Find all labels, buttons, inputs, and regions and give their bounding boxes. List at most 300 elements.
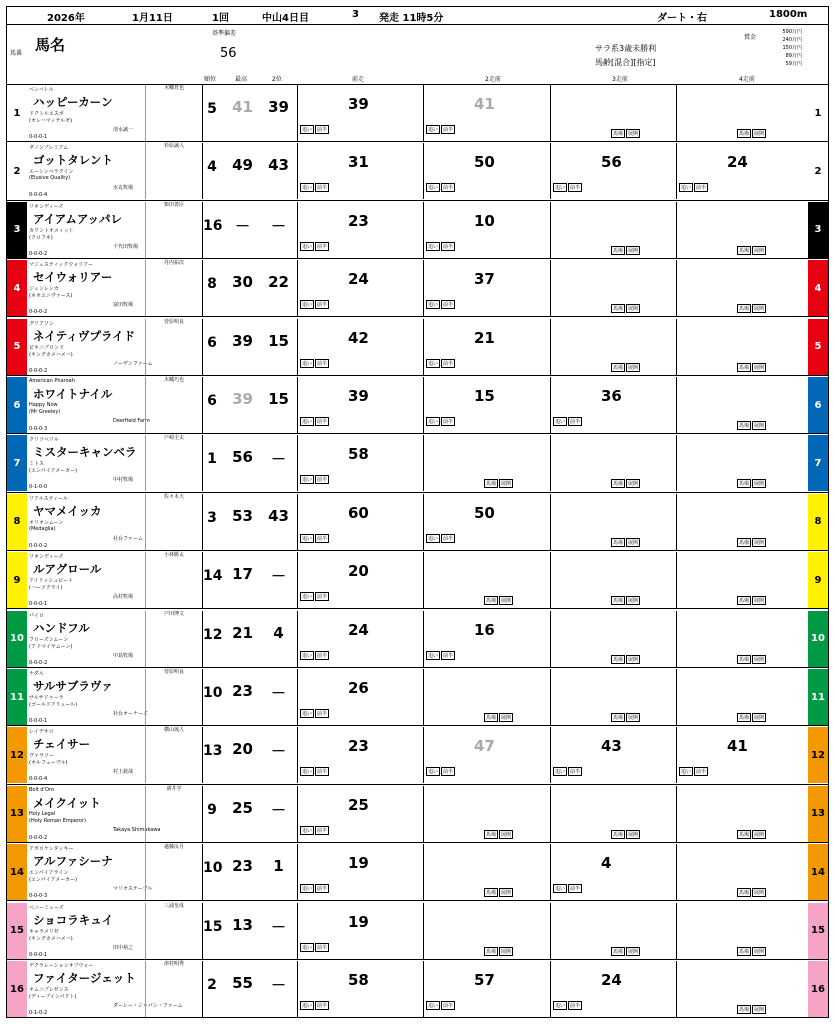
tag-label: 展開 — [754, 715, 765, 721]
best-score: 23 — [232, 857, 253, 876]
sire-name: グリアソン — [29, 320, 55, 327]
rank-label: 順位 — [204, 76, 217, 83]
past-score: 36 — [601, 387, 622, 405]
owner-name: 富田牧場 — [113, 302, 134, 309]
tag-label: 馬場 — [739, 715, 750, 721]
jockey-block — [145, 435, 202, 491]
race-record: 0-0-0-2 — [29, 250, 48, 257]
umaban-right: 14 — [808, 844, 828, 900]
track: ダート・右 — [657, 13, 707, 24]
second-score: － — [270, 216, 286, 235]
past-race-4 — [676, 260, 804, 316]
horse-info — [27, 727, 203, 783]
sire-name: ベニーミューズ — [29, 904, 64, 911]
tag-label: 馬場 — [739, 306, 750, 313]
empty-tags — [737, 246, 766, 255]
race-record: 0-0-0-4 — [29, 776, 48, 783]
past-tags — [553, 884, 582, 893]
past-race-2 — [423, 961, 551, 1017]
tag-label: 追い — [302, 769, 313, 776]
prev1-label: 前走 — [352, 76, 365, 83]
dam-name: Holy Legal — [29, 810, 56, 817]
tag-label: 追い — [302, 419, 313, 425]
damsire-name: (Mr Greeley) — [29, 409, 61, 415]
umaban-left: 2 — [7, 143, 27, 199]
post-time: 発走 11時5分 — [379, 13, 444, 24]
tag-label: 馬場 — [739, 364, 750, 371]
jockey-block — [145, 494, 202, 550]
horse-name: ルアグロール — [33, 562, 102, 577]
tag-label: 展開 — [628, 306, 639, 313]
past-race-1 — [297, 903, 424, 959]
past-score: 50 — [474, 503, 495, 522]
umaban-right: 11 — [808, 669, 828, 725]
jockey-name: 三浦皇成 — [163, 902, 184, 909]
tag-label: 馬場 — [739, 948, 750, 955]
tag-label: 展開 — [628, 598, 639, 605]
horse-row — [7, 552, 828, 609]
rank-value: 4 — [207, 159, 217, 176]
race-record: 0-0-0-2 — [29, 309, 48, 316]
tag-label: 追い — [302, 886, 313, 893]
empty-tags — [737, 129, 766, 138]
past-score: 26 — [348, 679, 369, 697]
race-condition — [595, 42, 656, 70]
past-score: 23 — [348, 211, 369, 230]
tag-label: 追い — [555, 419, 566, 425]
past-race-1 — [297, 143, 424, 199]
tag-label: 追い — [302, 827, 313, 834]
past-score: 23 — [348, 737, 369, 756]
past-tags — [553, 417, 582, 426]
tag-label: 追い — [302, 127, 313, 133]
jockey-block — [145, 143, 202, 199]
past-score: 58 — [348, 445, 369, 464]
tag-label: 前半 — [570, 886, 581, 893]
horse-row — [7, 844, 828, 901]
empty-tags — [737, 538, 766, 547]
past-race-3 — [550, 494, 677, 550]
dam-name: エーシンベラクイン — [29, 169, 74, 176]
past-tags — [553, 1001, 582, 1010]
best-score: 49 — [232, 156, 253, 175]
past-score: 58 — [348, 971, 369, 989]
past-race-2 — [423, 844, 551, 900]
past-race-2 — [423, 435, 551, 491]
empty-tags — [611, 363, 640, 372]
horse-info — [27, 143, 203, 199]
horse-name: ヤマメイッカ — [33, 503, 102, 518]
tag-label: 前半 — [317, 243, 328, 250]
past-score: 60 — [348, 503, 369, 522]
best-score: 17 — [232, 565, 253, 584]
second-score: 4 — [273, 623, 284, 642]
damsire-name: (アドマイヤムーン) — [29, 643, 73, 650]
race-record: 0-0-0-3 — [29, 426, 48, 432]
past-race-2 — [423, 669, 551, 725]
sire-name: マジェスティックウォリアー — [29, 262, 94, 269]
past-score: 24 — [348, 620, 369, 639]
past-race-2 — [423, 377, 551, 433]
past-race-2 — [423, 903, 551, 959]
past-tags — [300, 592, 329, 601]
past-race-1 — [297, 260, 424, 316]
empty-tags — [737, 1005, 766, 1014]
past-score: 20 — [348, 562, 369, 581]
past-tags — [300, 417, 329, 426]
umaban-left: 14 — [7, 844, 27, 900]
past-tags — [553, 183, 582, 192]
owner-name: 水丸牧場 — [113, 185, 134, 192]
past-tags — [300, 1001, 329, 1010]
umaban-right: 3 — [808, 202, 828, 258]
empty-tags — [737, 479, 766, 488]
tag-label: 馬場 — [739, 131, 750, 137]
past-tags — [426, 1001, 455, 1010]
base-value: 56 — [220, 46, 237, 61]
owner-name: Deerfield Farm — [113, 418, 150, 424]
date: 1月11日 — [132, 13, 173, 24]
tag-label: 追い — [302, 185, 313, 192]
tag-label: 追い — [428, 127, 439, 133]
umaban-left: 13 — [7, 786, 27, 842]
past-race-4 — [676, 903, 804, 959]
prev2-label: 2走前 — [485, 76, 501, 83]
horse-info — [27, 202, 203, 258]
owner-name: ノーザンファーム — [113, 360, 153, 367]
past-score: 57 — [474, 971, 495, 989]
horse-info — [27, 494, 203, 550]
tag-label: 追い — [302, 944, 313, 951]
second-score: 43 — [268, 156, 289, 175]
dam-name: ヴァラソー — [29, 753, 54, 760]
best-score: 55 — [232, 974, 253, 992]
best-label: 最高 — [235, 76, 248, 83]
past-race-1 — [297, 319, 424, 375]
empty-tags — [611, 246, 640, 255]
dam-name: オリオンムーン — [29, 519, 64, 526]
tag-label: 前半 — [443, 360, 454, 367]
best-score: － — [234, 216, 250, 235]
tag-label: 前半 — [317, 185, 328, 192]
second-score: 22 — [268, 273, 289, 292]
payout-list — [782, 28, 802, 68]
past-tags — [300, 125, 329, 134]
empty-tags — [484, 713, 513, 722]
umaban-left: 15 — [7, 903, 27, 959]
umaban-right: 12 — [808, 727, 828, 783]
tag-label: 追い — [302, 594, 313, 601]
damsire-name: (オルフェーヴル) — [29, 760, 68, 767]
second-score: － — [270, 976, 286, 994]
horse-name: チェイサー — [33, 737, 91, 752]
past-race-2 — [423, 552, 551, 608]
tag-label: 前半 — [443, 652, 454, 659]
race-record: 0-0-0-1 — [29, 951, 48, 958]
past-race-3 — [550, 552, 677, 608]
horse-name-label: 馬名 — [35, 36, 66, 54]
horse-info — [27, 319, 203, 375]
sire-name: デクラレーションオブウォー — [29, 963, 94, 969]
horse-row — [7, 669, 828, 726]
rank-value: 3 — [207, 509, 217, 526]
past-score: 25 — [348, 795, 369, 814]
tag-label: 追い — [302, 652, 313, 659]
tag-label: 馬場 — [739, 656, 750, 663]
race-record: 0-0-0-1 — [29, 718, 48, 724]
meeting: 中山4日目 — [262, 13, 309, 24]
dam-name: ジュンレンカ — [29, 286, 59, 293]
past-race-4 — [676, 494, 804, 550]
tag-label: 追い — [428, 769, 439, 776]
umaban-right: 16 — [808, 961, 828, 1017]
past-race-3 — [550, 669, 677, 725]
past-score: 39 — [348, 387, 369, 405]
race-record: 0-0-0-2 — [29, 659, 48, 666]
tag-label: 前半 — [570, 419, 581, 425]
past-race-1 — [297, 85, 424, 141]
second-score: 1 — [273, 857, 284, 876]
rank-value: 15 — [203, 918, 223, 935]
rank-value: 14 — [203, 568, 223, 585]
damsire-name: (オレハマッテルゼ) — [29, 118, 73, 124]
rank-value: 16 — [203, 217, 223, 234]
horse-name: ミスターキャンベラ — [33, 445, 137, 460]
empty-tags — [611, 479, 640, 488]
tag-label: 前半 — [443, 535, 454, 542]
horse-row — [7, 202, 828, 259]
tag-label: 前半 — [317, 827, 328, 834]
horse-name: ハッピーカーン — [33, 95, 113, 109]
empty-tags — [737, 713, 766, 722]
umaban-left: 3 — [7, 202, 27, 258]
empty-tags — [737, 888, 766, 897]
dam-name: ピキニブロンド — [29, 344, 65, 351]
second-score: － — [270, 917, 286, 936]
race-class: サラ系3歳未勝利 — [595, 44, 657, 53]
damsire-name: (キングカメハメハ) — [29, 935, 73, 942]
tag-label: 展開 — [628, 364, 639, 371]
empty-tags — [737, 421, 766, 430]
damsire-name: (エンパイアメーカー) — [29, 468, 78, 475]
best-score: 53 — [232, 506, 253, 525]
horse-row — [7, 377, 828, 434]
damsire-name: (クロフネ) — [29, 234, 53, 241]
tag-label: 馬場 — [486, 715, 497, 721]
dam-name: フローズンムーン — [29, 636, 69, 643]
tag-label: 展開 — [628, 539, 639, 546]
tag-label: 展開 — [628, 481, 639, 488]
horse-row — [7, 85, 828, 142]
race-record: 0-0-0-2 — [29, 834, 48, 841]
empty-tags — [611, 129, 640, 138]
tag-label: 追い — [428, 243, 439, 250]
horse-info — [27, 377, 203, 433]
column-header — [7, 24, 828, 85]
jockey-block — [145, 377, 202, 433]
tag-label: 馬場 — [486, 831, 497, 838]
past-race-2 — [423, 143, 551, 199]
tag-label: 追い — [428, 1003, 439, 1009]
race-record: 0-0-0-1 — [29, 134, 48, 140]
sire-name: クリソベリル — [29, 437, 60, 444]
past-race-1 — [297, 377, 424, 433]
tag-label: 馬場 — [613, 481, 624, 488]
past-score: 41 — [727, 737, 748, 756]
past-race-1 — [297, 552, 424, 608]
past-race-1 — [297, 727, 424, 783]
past-race-1 — [297, 961, 424, 1017]
umaban-left: 16 — [7, 961, 27, 1017]
past-score: 42 — [348, 328, 369, 347]
tag-label: 追い — [302, 711, 313, 717]
past-race-3 — [550, 143, 677, 199]
horse-row — [7, 494, 828, 551]
dam-name: アイリッシュビート — [29, 578, 74, 585]
jockey-block — [145, 961, 202, 1017]
sire-name: レイデオロ — [29, 729, 54, 736]
tag-label: 展開 — [754, 247, 765, 254]
tag-label: 追い — [302, 243, 313, 250]
tag-label: 前半 — [570, 769, 581, 776]
damsire-name: (ハーツクライ) — [29, 585, 63, 592]
tag-label: 馬場 — [613, 715, 624, 721]
umaban-left: 11 — [7, 669, 27, 725]
dam-name: カワントオメィット — [29, 227, 74, 234]
second-score: 43 — [268, 506, 289, 525]
tag-label: 展開 — [754, 481, 765, 488]
race-record: 0-0-0-3 — [29, 893, 48, 900]
kai: 1回 — [212, 13, 229, 24]
past-race-4 — [676, 552, 804, 608]
owner-name: 村上欽哉 — [113, 769, 134, 776]
tag-label: 追い — [302, 360, 313, 367]
tag-label: 前半 — [317, 477, 328, 484]
jockey-name: 丹内祐次 — [163, 260, 184, 267]
sire-name: Bolt d'Oro — [29, 786, 54, 793]
horse-info — [27, 260, 203, 316]
rank-value: 8 — [207, 276, 217, 293]
tag-label: 馬場 — [739, 247, 750, 254]
horse-name: ファイタージェット — [33, 971, 136, 985]
jockey-block — [145, 85, 202, 141]
damsire-name: (ゴールドアリュール) — [29, 702, 78, 708]
jockey-block — [145, 903, 202, 959]
tag-label: 展開 — [501, 831, 512, 838]
second-score: － — [270, 450, 286, 469]
tag-label: 展開 — [501, 715, 512, 721]
umaban-right: 1 — [808, 85, 828, 141]
best-score: 41 — [232, 98, 253, 116]
past-race-4 — [676, 435, 804, 491]
tag-label: 前半 — [570, 1003, 581, 1009]
past-race-2 — [423, 494, 551, 550]
race-record: 0-0-0-1 — [29, 601, 48, 608]
tag-label: 追い — [302, 1003, 313, 1009]
damsire-name: (ネオユニヴァース) — [29, 293, 73, 300]
past-race-2 — [423, 611, 551, 667]
dam-name: ミトス — [29, 461, 44, 468]
tag-label: 馬場 — [486, 598, 497, 605]
tag-label: 馬場 — [613, 364, 624, 371]
tag-label: 追い — [681, 185, 692, 192]
jockey-name: 木幡育也 — [163, 85, 184, 91]
tag-label: 馬場 — [739, 539, 750, 546]
past-tags — [426, 534, 455, 543]
tag-label: 馬場 — [739, 831, 750, 838]
tag-label: 馬場 — [739, 598, 750, 605]
tag-label: 展開 — [628, 948, 639, 955]
past-race-2 — [423, 727, 551, 783]
umaban-left: 1 — [7, 85, 27, 141]
tag-label: 展開 — [501, 890, 512, 897]
tag-label: 前半 — [443, 1003, 454, 1009]
past-race-4 — [676, 202, 804, 258]
empty-tags — [611, 538, 640, 547]
tag-label: 前半 — [317, 419, 328, 425]
past-race-3 — [550, 727, 677, 783]
umaban-right: 6 — [808, 377, 828, 433]
damsire-name: (Elusive Quality) — [29, 175, 71, 182]
horse-row — [7, 961, 828, 1018]
past-race-2 — [423, 786, 551, 842]
jockey-block — [145, 552, 202, 608]
past-tags — [426, 359, 455, 368]
horse-info — [27, 669, 203, 725]
jockey-name: 津村明秀 — [163, 961, 184, 967]
past-race-4 — [676, 786, 804, 842]
tag-label: 馬場 — [739, 890, 750, 897]
past-race-1 — [297, 202, 424, 258]
past-race-3 — [550, 319, 677, 375]
race-no: 3 — [352, 9, 359, 20]
payout-label: 賞金 — [744, 34, 757, 41]
past-tags — [679, 183, 708, 192]
jockey-block — [145, 727, 202, 783]
tag-label: 追い — [555, 886, 566, 893]
tag-label: 展開 — [754, 364, 765, 371]
race-record: 0-0-0-2 — [29, 367, 48, 374]
horse-info — [27, 611, 203, 667]
past-tags — [300, 300, 329, 309]
dam-name: Happy Now — [29, 402, 58, 408]
past-tags — [300, 183, 329, 192]
tag-label: 前半 — [443, 127, 454, 133]
tag-label: 展開 — [628, 831, 639, 838]
rank-value: 13 — [203, 743, 223, 760]
best-score: 25 — [232, 798, 253, 817]
owner-name: 中村牧場 — [113, 477, 134, 484]
base-label: 基準偏差 — [212, 30, 237, 37]
sire-name: アポロケンタッキー — [29, 846, 74, 853]
payout-3: 150万円 — [782, 45, 802, 51]
distance: 1800m — [769, 9, 808, 20]
tag-label: 馬場 — [613, 831, 624, 838]
best-score: 21 — [232, 623, 253, 642]
tag-label: 前半 — [317, 652, 328, 659]
tag-label: 展開 — [628, 656, 639, 663]
empty-tags — [737, 830, 766, 839]
best-score: 56 — [232, 448, 253, 467]
damsire-name: (キングカメハメハ) — [29, 351, 73, 358]
second-score: － — [270, 567, 286, 586]
empty-tags — [484, 888, 513, 897]
tag-label: 馬場 — [739, 423, 750, 429]
race-record: 0-1-0-2 — [29, 1010, 48, 1016]
horse-row — [7, 786, 828, 843]
tag-label: 展開 — [754, 890, 765, 897]
past-score: 41 — [474, 95, 495, 113]
